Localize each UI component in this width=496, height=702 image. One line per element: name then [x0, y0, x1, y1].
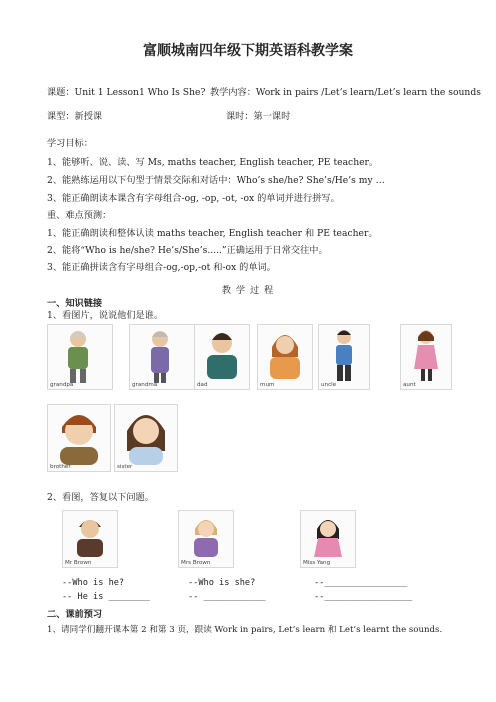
grandpa-picture [47, 324, 113, 390]
question-1: --Who is he? [62, 578, 125, 588]
question-2: --Who is she? [188, 578, 256, 588]
key-point-item: 3、能正确拼读含有字母组合-og,-op,-ot 和-ox 的单词。 [47, 262, 276, 273]
mum-picture [257, 324, 313, 390]
objective-item: 2、能熟练运用以下句型于情景交际和对话中：Who’s she/he? She’s/He’s my … [47, 175, 385, 186]
lesson-period: 课时：第一课时 [226, 111, 291, 122]
picture-caption: Mr Brown [65, 560, 92, 566]
process-heading: 教 学 过 程 [221, 285, 275, 296]
miss-yang-picture [300, 510, 356, 568]
picture-caption: grandma [132, 382, 158, 388]
key-point-item: 2、能将“Who is he/she? He’s/She’s.....”正确运用于日常交往中。 [47, 245, 328, 256]
picture-caption: aunt [403, 382, 416, 388]
picture-caption: dad [197, 382, 208, 388]
brother-picture [47, 404, 111, 472]
answer-1: -- He is ________ [62, 592, 150, 602]
page-title: 富顺城南四年级下期英语科教学案 [143, 43, 353, 59]
section2-task1: 1、请同学们翻开课本第 2 和第 3 页，跟读 Work in pairs, Let’s learn 和 Let’s learnt the sounds. [47, 625, 443, 635]
section1-task1: 1、看图片，说说他们是谁。 [47, 310, 164, 321]
section1-task2: 2、看图，答复以下问题。 [47, 492, 154, 503]
mr-brown-picture [62, 510, 118, 568]
section1-heading: 一、知识链接 [47, 298, 103, 309]
grandma-picture [129, 324, 195, 390]
key-point-item: 1、能正确朗读和整体认读 maths teacher, English teacher 和 PE teacher。 [47, 228, 378, 239]
answer-2: -- ____________ [188, 592, 266, 602]
picture-caption: Miss Yang [303, 560, 331, 566]
key-points-heading: 重、难点预测： [47, 210, 112, 221]
picture-caption: uncle [321, 382, 337, 388]
picture-caption: Mrs Brown [181, 560, 211, 566]
sister-picture [114, 404, 178, 472]
picture-caption: sister [117, 464, 133, 470]
uncle-picture [318, 324, 370, 390]
picture-caption: brother [50, 464, 71, 470]
dad-picture [194, 324, 250, 390]
aunt-picture [400, 324, 452, 390]
objective-item: 1、能够听、说、读、写 Ms, maths teacher, English teacher, PE teacher。 [47, 157, 379, 168]
lesson-type: 课型：新授课 [47, 111, 103, 122]
picture-caption: mum [260, 382, 275, 388]
picture-caption: grandpa [50, 382, 74, 388]
question-3: --________________ [314, 578, 408, 588]
answer-3: --_________________ [314, 592, 413, 602]
lesson-topic: 课题：Unit 1 Lesson1 Who Is She? [47, 87, 206, 98]
objective-item: 3、能正确朗读本课含有字母组合-og, -op, -ot, -ox 的单词并进行拼写。 [47, 193, 340, 204]
section2-heading: 二、课前预习 [47, 609, 103, 620]
lesson-content: 教学内容：Work in pairs /Let’s learn/Let’s learn the sounds [210, 87, 481, 98]
objectives-heading: 学习目标： [47, 138, 93, 149]
mrs-brown-picture [178, 510, 234, 568]
